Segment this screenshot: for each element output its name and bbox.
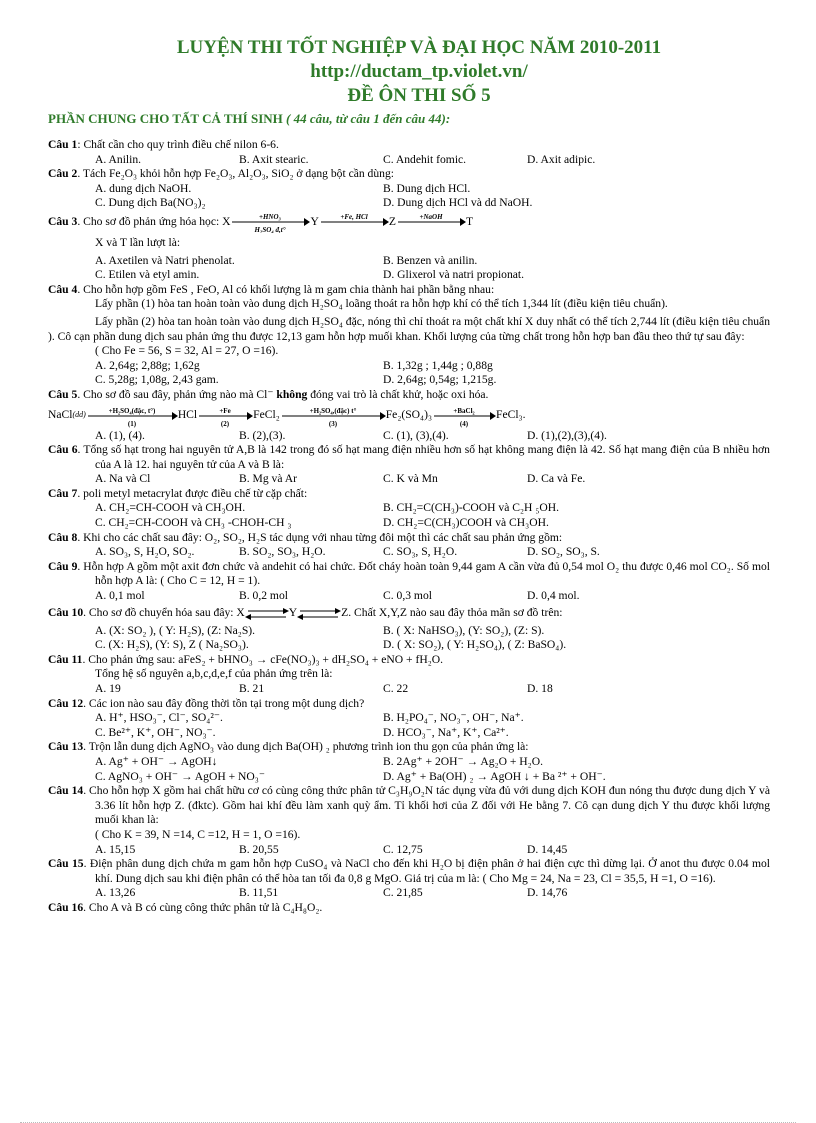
arrow-reagent-bottom: (2) xyxy=(221,419,230,428)
question-text: . Cho sơ đồ phản ứng hóa học: X xyxy=(77,214,231,228)
option-c[interactable]: C. 5,28g; 1,08g, 2,43 gam. xyxy=(95,373,219,387)
arrow-reagent-top: +H₂SO₄(đặc, t°) xyxy=(108,406,156,415)
reaction-arrow-icon xyxy=(280,404,386,428)
option-a[interactable]: A. H⁺, HSO₃⁻, Cl⁻, SO₄²⁻. xyxy=(95,711,223,725)
question-text: . Các ion nào sau đây đồng thời tồn tại trong một dung dịch? xyxy=(83,696,365,710)
option-d[interactable]: D. Axit adipic. xyxy=(527,152,596,166)
question-6 xyxy=(48,443,770,487)
question-number: Câu 6 xyxy=(48,443,78,457)
option-d[interactable]: D. SO₂, SO₃, S. xyxy=(527,545,600,559)
option-b[interactable]: B. Dung dịch HCl. xyxy=(383,181,471,195)
arrow-reagent-bottom: H₂SO₄ đ,t° xyxy=(254,225,286,233)
question-9 xyxy=(48,560,770,604)
question-8 xyxy=(48,531,770,560)
compound-t: T xyxy=(465,214,474,228)
exam-page xyxy=(48,36,770,916)
compound-fe2so43: Fe₂(SO₄)₃ xyxy=(385,408,432,422)
question-1 xyxy=(48,138,770,167)
reaction-arrow-icon xyxy=(319,211,389,233)
question-text: . Cho A và B có cùng công thức phân tử là C₄H₈O₂. xyxy=(83,900,323,914)
question-number: Câu 7 xyxy=(48,486,78,500)
arrow-reagent-bottom: (1) xyxy=(127,419,136,428)
question-11 xyxy=(48,653,770,697)
option-b[interactable]: B. 11,51 xyxy=(239,886,279,900)
option-b[interactable]: B. ( X: NaHSO₃), (Y: SO₂), (Z: S). xyxy=(383,623,545,637)
answer-options xyxy=(48,153,770,168)
option-c[interactable]: C. Andehit fomic. xyxy=(383,152,467,166)
page-title: LUYỆN THI TỐT NGHIỆP VÀ ĐẠI HỌC NĂM 2010-2011 xyxy=(176,37,662,58)
option-d[interactable]: D. 14,76 xyxy=(527,886,568,900)
section-label: PHẦN CHUNG CHO TẤT CẢ THÍ SINH xyxy=(48,111,283,126)
option-b[interactable]: B. CH₂=C(CH₃)-COOH và C₂H ₅OH. xyxy=(383,501,560,515)
question-number: Câu 12 xyxy=(48,696,84,710)
option-a[interactable]: A. Ag⁺ + OH⁻ → AgOH↓ xyxy=(95,754,218,768)
question-emphasis: không xyxy=(276,387,308,401)
question-text-cont: đóng vai trò là chất khử, hoặc oxi hóa. xyxy=(307,387,489,401)
option-b[interactable]: B. H₂PO₄⁻, NO₃⁻, OH⁻, Na⁺. xyxy=(383,711,524,725)
equilibrium-arrow-icon xyxy=(245,607,289,621)
question-3 xyxy=(48,211,770,283)
question-number: Câu 2 xyxy=(48,167,78,181)
question-4 xyxy=(48,283,770,388)
option-d[interactable]: D. Glixerol và natri propionat. xyxy=(383,268,525,282)
arrow-reagent-top: +NaOH xyxy=(419,212,443,221)
compound-y: Y xyxy=(288,606,298,620)
option-a[interactable]: A. Na và Cl xyxy=(95,472,151,486)
arrow-reagent-bottom: (3) xyxy=(328,419,337,428)
option-d[interactable]: D. HCO₃⁻, Na⁺, K⁺, Ca²⁺. xyxy=(383,725,509,739)
question-paragraph: Lấy phần (2) hòa tan hoàn toàn vào dung dịch H₂SO₄ đặc, nóng thì chỉ thoát ra một chất khí X duy nhất có thể tích 2,744 lít (điều kiện tiêu chuẩn ). Cô cạn phần dung dịch sau phản ứng thu được 12,13 gam hỗn hợp muối khan. Khối lượng của từng chất trong hỗn hợp ban đầu theo thứ tự sau đây: xyxy=(48,314,770,343)
reaction-arrow-icon xyxy=(230,211,310,233)
question-number: Câu 8 xyxy=(48,530,78,544)
option-a[interactable]: A. 19 xyxy=(95,682,121,695)
option-c[interactable]: C. AgNO₃ + OH⁻ → AgOH + NO₃⁻ xyxy=(95,769,265,783)
question-number: Câu 14 xyxy=(48,784,84,798)
question-text: . Cho phản ứng sau: aFeS₂ + bHNO₃ → cFe(NO₃)₃ + dH₂SO₄ + eNO + fH₂O. xyxy=(82,652,444,666)
reaction-arrow-icon xyxy=(432,404,496,428)
arrow-reagent-top: +Fe, HCl xyxy=(340,212,368,221)
question-paragraph: Lấy phần (1) hòa tan hoàn toàn vào dung dịch H₂SO₄ loãng thoát ra hỗn hợp khí có thể tích 1,344 lít (điều kiện tiêu chuẩn). xyxy=(95,297,668,311)
option-d[interactable]: D. 0,4 mol. xyxy=(527,589,580,603)
option-d[interactable]: D. 18 xyxy=(527,682,553,695)
option-a[interactable]: A. dung dịch NaOH. xyxy=(95,181,192,195)
question-5 xyxy=(48,388,770,443)
reaction-arrow-icon xyxy=(396,211,466,233)
option-c[interactable]: C. 21,85 xyxy=(383,886,423,900)
option-a[interactable]: A. Anilin. xyxy=(95,152,142,166)
option-d[interactable]: D. 2,64g; 0,54g; 1,215g. xyxy=(383,373,497,387)
option-c[interactable]: C. Be²⁺, K⁺, OH⁻, NO₃⁻. xyxy=(95,725,216,739)
question-subtext: Tổng hệ số nguyên a,b,c,d,e,f của phản ứng trên là: xyxy=(95,667,333,681)
question-text: . Hỗn hợp A gồm một axit đơn chức và andehit có hai chức. Đốt cháy hoàn toàn 9,44 gam A cần vừa đủ 0,54 mol O₂ thu được 0,46 mol CO₂. Số mol hỗn hợp A là: ( Cho C = 12, H = 1). xyxy=(77,559,770,588)
compound-fecl3: FeCl₃. xyxy=(496,408,526,422)
compound-fecl2: FeCl₂ xyxy=(253,408,280,422)
option-d[interactable]: D. ( X: SO₂), ( Y: H₂SO₄), ( Z: BaSO₄). xyxy=(383,638,567,652)
question-10 xyxy=(48,604,770,653)
option-b[interactable]: B. 2Ag⁺ + 2OH⁻ → Ag₂O + H₂O. xyxy=(383,754,543,768)
arrow-reagent-top: +BaCl₂ xyxy=(453,406,475,415)
arrow-reagent-bottom: (4) xyxy=(459,419,469,428)
option-d[interactable]: D. Dung dịch HCl và dd NaOH. xyxy=(383,196,533,210)
option-b[interactable]: B. SO₂, SO₃, H₂O. xyxy=(239,545,326,559)
question-text: : Chất cần cho quy trình điều chế nilon 6-6. xyxy=(77,138,279,151)
question-7 xyxy=(48,487,770,531)
question-number: Câu 10 xyxy=(48,606,84,620)
site-url[interactable]: http://ductam_tp.violet.vn/ xyxy=(310,61,528,82)
question-15 xyxy=(48,857,770,901)
question-subtext: ( Cho K = 39, N =14, C =12, H = 1, O =16). xyxy=(95,827,301,841)
option-a[interactable]: A. (X: SO₂ ), ( Y: H₂S), (Z: Na₂S). xyxy=(95,623,256,637)
question-text: . Cho hỗn hợp X gồm hai chất hữu cơ có cùng công thức phân tử C₃H₉O₂N tác dụng vừa đủ với dung dịch KOH đun nóng thu được dung dịch Y và 3.36 lít hỗn hợp Z. (đktc). Gồm hai khí đều làm xanh quỳ ẩm. Tỉ khối hơi của Z đối với He bằng 7. Cô cạn dung dịch Y thu được khối lượng muối khan là: xyxy=(83,784,770,827)
option-a[interactable]: A. CH₂=CH-COOH và CH₃OH. xyxy=(95,501,246,515)
option-c[interactable]: C. SO₃, S, H₂O. xyxy=(383,545,458,559)
option-a[interactable]: A. 0,1 mol xyxy=(95,589,145,603)
question-number: Câu 5 xyxy=(48,387,78,401)
option-a[interactable]: A. 13,26 xyxy=(95,886,136,900)
section-heading xyxy=(48,110,770,128)
option-c[interactable]: C. Etilen và etyl amin. xyxy=(95,268,200,282)
question-number: Câu 13 xyxy=(48,740,84,754)
option-b[interactable]: B. (2),(3). xyxy=(239,428,286,442)
compound-nacl: NaCl xyxy=(48,408,73,422)
option-a[interactable]: A. (1), (4). xyxy=(95,428,145,442)
question-14 xyxy=(48,784,770,857)
option-b[interactable]: B. 1,32g ; 1,44g ; 0,88g xyxy=(383,358,493,372)
question-number: Câu 4 xyxy=(48,282,78,296)
question-16 xyxy=(48,901,770,916)
question-text: . Tổng số hạt trong hai nguyên tử A,B là 142 trong đó số hạt mang điện nhiều hơn số hạt không mang điện là 42. Số hạt mang điện của B nhiều hơn của A là 12. hai nguyên tử của A và B là: xyxy=(77,443,770,471)
arrow-reagent-top: +Fe xyxy=(219,406,231,415)
compound-z: Z xyxy=(388,214,396,228)
question-2 xyxy=(48,167,770,211)
option-b[interactable]: B. Mg và Ar xyxy=(239,472,297,486)
section-note: ( 44 câu, từ câu 1 đến câu 44): xyxy=(286,111,451,126)
option-c[interactable]: C. Dung dịch Ba(NO₃)₂ xyxy=(95,196,206,210)
question-text: . poli metyl metacrylat được điều chế từ cặp chất: xyxy=(77,486,308,500)
compound-z: Z. Chất X,Y,Z nào sau đây thỏa mãn sơ đồ trên: xyxy=(341,606,563,620)
question-number: Câu 9 xyxy=(48,559,78,573)
question-text: . Cho sơ đồ sau đây, phản ứng nào mà Cl⁻ xyxy=(77,387,277,401)
option-b[interactable]: B. 20,55 xyxy=(239,842,279,856)
compound-y: Y xyxy=(310,214,319,228)
option-d[interactable]: D. Ca và Fe. xyxy=(527,472,586,486)
option-d[interactable]: D. CH₂=C(CH₃)COOH và CH₃OH. xyxy=(383,516,549,530)
question-text: . Cho sơ đồ chuyển hóa sau đây: X xyxy=(83,606,245,620)
option-a[interactable]: A. Axetilen và Natri phenolat. xyxy=(95,253,235,267)
option-c[interactable]: C. CH₂=CH-COOH và CH₃ -CHOH-CH ₃ xyxy=(95,516,292,530)
option-a[interactable]: A. 2,64g; 2,88g; 1,62g xyxy=(95,358,200,372)
option-a[interactable]: A. 15,15 xyxy=(95,842,136,856)
arrow-reagent-top: +H₂SO₄,(đặc) t° xyxy=(309,406,357,415)
option-b[interactable]: B. 0,2 mol xyxy=(239,589,288,603)
question-number: Câu 16 xyxy=(48,900,84,914)
option-c[interactable]: C. 22 xyxy=(383,682,409,695)
question-number: Câu 15 xyxy=(48,857,84,871)
option-c[interactable]: C. 12,75 xyxy=(383,842,423,856)
compound-state: (dd) xyxy=(72,410,86,420)
question-number: Câu 3 xyxy=(48,214,78,228)
question-text: . Trộn lẫn dung dịch AgNO₃ vào dung dịch Ba(OH) ₂ phương trình ion thu gọn của phản ứng là: xyxy=(83,740,529,754)
compound-hcl: HCl xyxy=(177,408,198,422)
question-subtext: X và T lần lượt là: xyxy=(95,235,181,249)
option-c[interactable]: C. (1), (3),(4). xyxy=(383,428,449,442)
option-b[interactable]: B. 21 xyxy=(239,682,265,695)
option-d[interactable]: D. 14,45 xyxy=(527,842,568,856)
option-d[interactable]: D. Ag⁺ + Ba(OH) ₂ → AgOH ↓ + Ba ²⁺ + OH⁻. xyxy=(383,769,606,783)
option-c[interactable]: C. (X: H₂S), (Y: S), Z ( Na₂SO₃). xyxy=(95,638,249,652)
exam-title: ĐỀ ÔN THI SỐ 5 xyxy=(347,85,491,106)
question-text: . Khi cho các chất sau đây: O₂, SO₂, H₂S tác dụng với nhau từng đôi một thì các chất sau phản ứng gồm: xyxy=(77,530,563,544)
arrow-reagent-top: +HNO₃ xyxy=(259,212,282,221)
question-text: . Điện phân dung dịch chứa m gam hỗn hợp CuSO₄ và NaCl cho đến khi H₂O bị điện phân ở hai điện cực thì dừng lại. Ở anot thu được 0.04 mol khí. Dung dịch sau khi điện phân có thể hòa tan tối đa 0,8 g MgO. Giá trị của m là: ( Cho Mg = 24, Na = 23, Cl = 35,5, H =1, O =16). xyxy=(83,857,770,885)
option-b[interactable]: B. Axit stearic. xyxy=(239,152,309,166)
option-c[interactable]: C. K và Mn xyxy=(383,472,438,486)
option-d[interactable]: D. (1),(2),(3),(4). xyxy=(527,428,607,442)
reaction-arrow-icon xyxy=(197,404,253,428)
option-c[interactable]: C. 0,3 mol xyxy=(383,589,432,603)
question-paragraph: ( Cho Fe = 56, S = 32, Al = 27, O =16). xyxy=(95,344,279,358)
reaction-arrow-icon xyxy=(86,404,178,428)
question-13 xyxy=(48,740,770,784)
option-b[interactable]: B. Benzen và anilin. xyxy=(383,253,478,267)
question-text: . Cho hỗn hợp gồm FeS , FeO, Al có khối lượng là m gam chia thành hai phần bằng nhau: xyxy=(77,282,495,296)
option-a[interactable]: A. SO₃, S, H₂O, SO₂. xyxy=(95,545,195,559)
question-number: Câu 1 xyxy=(48,138,78,151)
equilibrium-arrow-icon xyxy=(297,607,341,621)
question-12 xyxy=(48,697,770,741)
question-number: Câu 11 xyxy=(48,652,83,666)
question-text: . Tách Fe₂O₃ khỏi hỗn hợp Fe₂O₃, Al₂O₃, SiO₂ ở dạng bột cần dùng: xyxy=(77,167,394,181)
